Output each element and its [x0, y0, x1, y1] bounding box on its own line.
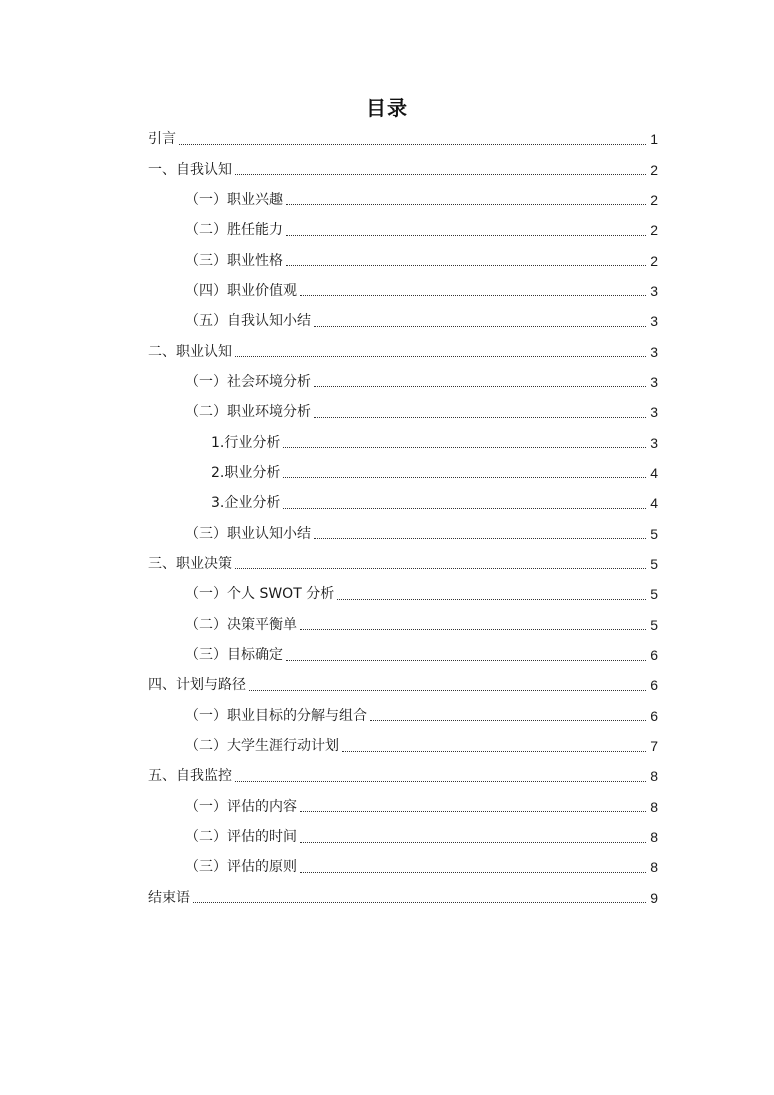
toc-entry-title: 1.行业分析 [211, 434, 281, 451]
toc-entry-title: （一）评估的内容 [185, 798, 297, 815]
toc-page-number: 3 [650, 343, 658, 360]
toc-dot-leader [193, 902, 646, 903]
toc-dot-leader [300, 295, 646, 296]
toc-page-number: 3 [650, 434, 658, 451]
toc-dot-leader [235, 781, 646, 782]
toc-entry[interactable] [148, 245, 658, 275]
toc-entry-title: 一、自我认知 [148, 161, 232, 178]
toc-entry[interactable] [148, 397, 658, 427]
toc-entry[interactable] [148, 215, 658, 245]
toc-entry-title: （二）职业环境分析 [185, 404, 311, 421]
toc-page-number: 8 [650, 768, 658, 785]
toc-entry[interactable] [148, 640, 658, 670]
toc-page-number: 2 [650, 252, 658, 269]
toc-dot-leader [314, 326, 646, 327]
toc-dot-leader [342, 751, 646, 752]
toc-entry[interactable] [148, 276, 658, 306]
toc-page-number: 6 [650, 707, 658, 724]
toc-dot-leader [337, 599, 646, 600]
toc-page-number: 4 [650, 464, 658, 481]
toc-entry[interactable] [148, 336, 658, 366]
toc-page-number: 3 [650, 282, 658, 299]
toc-dot-leader [283, 477, 646, 478]
toc-title: 目录 [366, 96, 408, 120]
toc-entry[interactable] [148, 731, 658, 761]
toc-dot-leader [235, 356, 646, 357]
toc-entry-title: （一）个人 SWOT 分析 [185, 586, 335, 603]
toc-entry[interactable] [148, 883, 658, 913]
toc-dot-leader [314, 538, 646, 539]
toc-dot-leader [286, 204, 646, 205]
toc-dot-leader [314, 417, 646, 418]
toc-entry-title: 五、自我监控 [148, 768, 232, 785]
toc-entry[interactable] [148, 761, 658, 791]
toc-dot-leader [179, 144, 646, 145]
toc-dot-leader [235, 174, 646, 175]
toc-entry[interactable] [148, 458, 658, 488]
toc-dot-leader [286, 235, 646, 236]
toc-page-number: 2 [650, 222, 658, 239]
toc-page-number: 8 [650, 859, 658, 876]
toc-page-number: 9 [650, 889, 658, 906]
toc-entry[interactable] [148, 610, 658, 640]
toc-dot-leader [249, 690, 646, 691]
toc-dot-leader [314, 386, 646, 387]
toc-entry-title: （三）评估的原则 [185, 859, 297, 876]
toc-entry-title: 三、职业决策 [148, 555, 232, 572]
toc-entry-title: （三）职业认知小结 [185, 525, 311, 542]
toc-page-number: 3 [650, 313, 658, 330]
toc-entry[interactable] [148, 488, 658, 518]
toc-entry[interactable] [148, 124, 658, 154]
toc-dot-leader [283, 508, 646, 509]
toc-page-number: 6 [650, 647, 658, 664]
toc-entry[interactable] [148, 154, 658, 184]
toc-entry-title: （四）职业价值观 [185, 282, 297, 299]
toc-page-number: 8 [650, 798, 658, 815]
toc-page-number: 6 [650, 677, 658, 694]
toc-entry-title: （二）评估的时间 [185, 829, 297, 846]
toc-page-number: 4 [650, 495, 658, 512]
toc-dot-leader [300, 842, 646, 843]
toc-dot-leader [300, 811, 646, 812]
toc-page-number: 5 [650, 525, 658, 542]
toc-page-number: 5 [650, 586, 658, 603]
toc-page-number: 5 [650, 555, 658, 572]
toc-page-number: 3 [650, 373, 658, 390]
toc-entry-title: （二）决策平衡单 [185, 616, 297, 633]
toc-entry-title: （五）自我认知小结 [185, 313, 311, 330]
toc-entry-title: 2.职业分析 [211, 464, 281, 481]
toc-dot-leader [300, 872, 646, 873]
toc-entry[interactable] [148, 427, 658, 457]
toc-entry-title: 3.企业分析 [211, 495, 281, 512]
toc-entry[interactable] [148, 822, 658, 852]
toc-page-number: 1 [650, 131, 658, 148]
toc-dot-leader [235, 568, 646, 569]
toc-entry[interactable] [148, 701, 658, 731]
toc-entry-title: 四、计划与路径 [148, 677, 246, 694]
toc-page-number: 2 [650, 191, 658, 208]
toc-dot-leader [300, 629, 646, 630]
toc-entry[interactable] [148, 792, 658, 822]
toc-entry-title: （一）社会环境分析 [185, 373, 311, 390]
toc-entry[interactable] [148, 549, 658, 579]
toc-dot-leader [283, 447, 646, 448]
toc-list [148, 124, 658, 913]
toc-dot-leader [370, 720, 646, 721]
toc-entry[interactable] [148, 367, 658, 397]
toc-dot-leader [286, 265, 646, 266]
toc-entry-title: （一）职业兴趣 [185, 191, 283, 208]
toc-page-number: 2 [650, 161, 658, 178]
toc-entry-title: 结束语 [148, 889, 190, 906]
toc-page-number: 5 [650, 616, 658, 633]
toc-entry-title: （一）职业目标的分解与组合 [185, 707, 367, 724]
toc-entry-title: 二、职业认知 [148, 343, 232, 360]
toc-entry-title: （三）目标确定 [185, 647, 283, 664]
toc-page-number: 7 [650, 738, 658, 755]
toc-entry-title: （三）职业性格 [185, 252, 283, 269]
toc-entry-title: 引言 [148, 131, 176, 148]
toc-dot-leader [286, 660, 646, 661]
toc-entry[interactable] [148, 852, 658, 882]
toc-entry-title: （二）胜任能力 [185, 222, 283, 239]
toc-entry[interactable] [148, 579, 658, 609]
toc-entry[interactable] [148, 185, 658, 215]
toc-entry[interactable] [148, 670, 658, 700]
toc-entry[interactable] [148, 306, 658, 336]
toc-entry[interactable] [148, 518, 658, 548]
toc-entry-title: （二）大学生涯行动计划 [185, 738, 339, 755]
toc-page-number: 3 [650, 404, 658, 421]
toc-page-number: 8 [650, 829, 658, 846]
